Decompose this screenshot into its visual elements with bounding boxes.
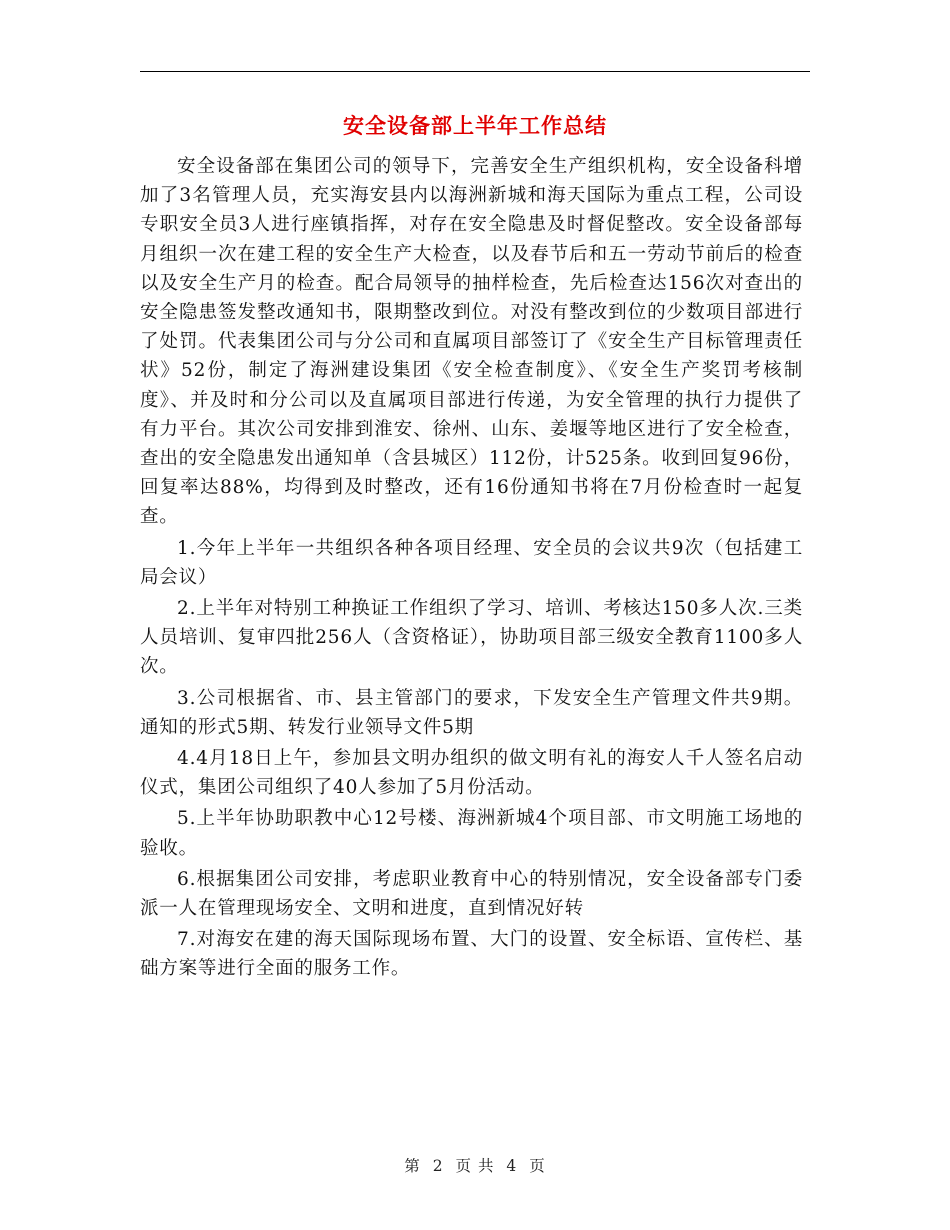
footer-middle: 页 共 xyxy=(455,1157,495,1175)
footer-total-pages: 4 xyxy=(506,1157,518,1175)
document-body xyxy=(140,152,803,984)
footer-prefix: 第 xyxy=(404,1157,421,1175)
list-item: 2.上半年对特别工种换证工作组织了学习、培训、考核达150多人次.三类人员培训、复审四批256人（含资格证），协助项目部三级安全教育1100多人次。 xyxy=(140,598,803,678)
list-item: 1.今年上半年一共组织各种各项目经理、安全员的会议共9次（包括建工局会议） xyxy=(140,537,803,588)
list-item: 7.对海安在建的海天国际现场布置、大门的设置、安全标语、宣传栏、基础方案等进行全面的服务工作。 xyxy=(140,929,803,980)
footer-suffix: 页 xyxy=(529,1157,546,1175)
list-item: 5.上半年协助职教中心12号楼、海洲新城4个项目部、市文明施工场地的验收。 xyxy=(140,808,803,859)
page-footer xyxy=(0,1154,950,1176)
list-item: 6.根据集团公司安排，考虑职业教育中心的特别情况，安全设备部专门委派一人在管理现场安全、文明和进度，直到情况好转 xyxy=(140,868,803,920)
list-item: 4.4月18日上午，参加县文明办组织的做文明有礼的海安人千人签名启动仪式，集团公司组织了40人参加了5月份活动。 xyxy=(140,748,803,799)
intro-paragraph: 安全设备部在集团公司的领导下，完善安全生产组织机构，安全设备科增加了3名管理人员，充实海安县内以海洲新城和海天国际为重点工程，公司设专职安全员3人进行座镇指挥，对存在安全隐患及时督促整改。安全设备部每月组织一次在建工程的安全生产大检查，以及春节后和五一劳动节前后的检查以及安全生产月的检查。配合局领导的抽样检查，先后检查达156次对查出的安全隐患签发整改通知书，限期整改到位。对没有整改到位的少数项目部进行了处罚。代表集团公司与分公司和直属项目部签订了《安全生产目标管理责任状》52份，制定了海洲建设集团《安全检查制度》、《安全生产奖罚考核制度》、并及时和分公司以及直属项目部进行传递，为安全管理的执行力提供了有力平台。其次公司安排到淮安、徐州、山东、姜堰等地区进行了安全检查，查出的安全隐患发出通知单（含县城区）112份，计525条。收到回复96份，回复率达88%，均得到及时整改，还有16份通知书将在7月份检查时一起复查。 xyxy=(140,156,803,528)
footer-page-number: 2 xyxy=(432,1157,444,1175)
header-rule xyxy=(140,71,810,72)
list-item: 3.公司根据省、市、县主管部门的要求，下发安全生产管理文件共9期。通知的形式5期、转发行业领导文件5期 xyxy=(140,687,803,738)
document-title: 安全设备部上半年工作总结 xyxy=(343,113,607,138)
